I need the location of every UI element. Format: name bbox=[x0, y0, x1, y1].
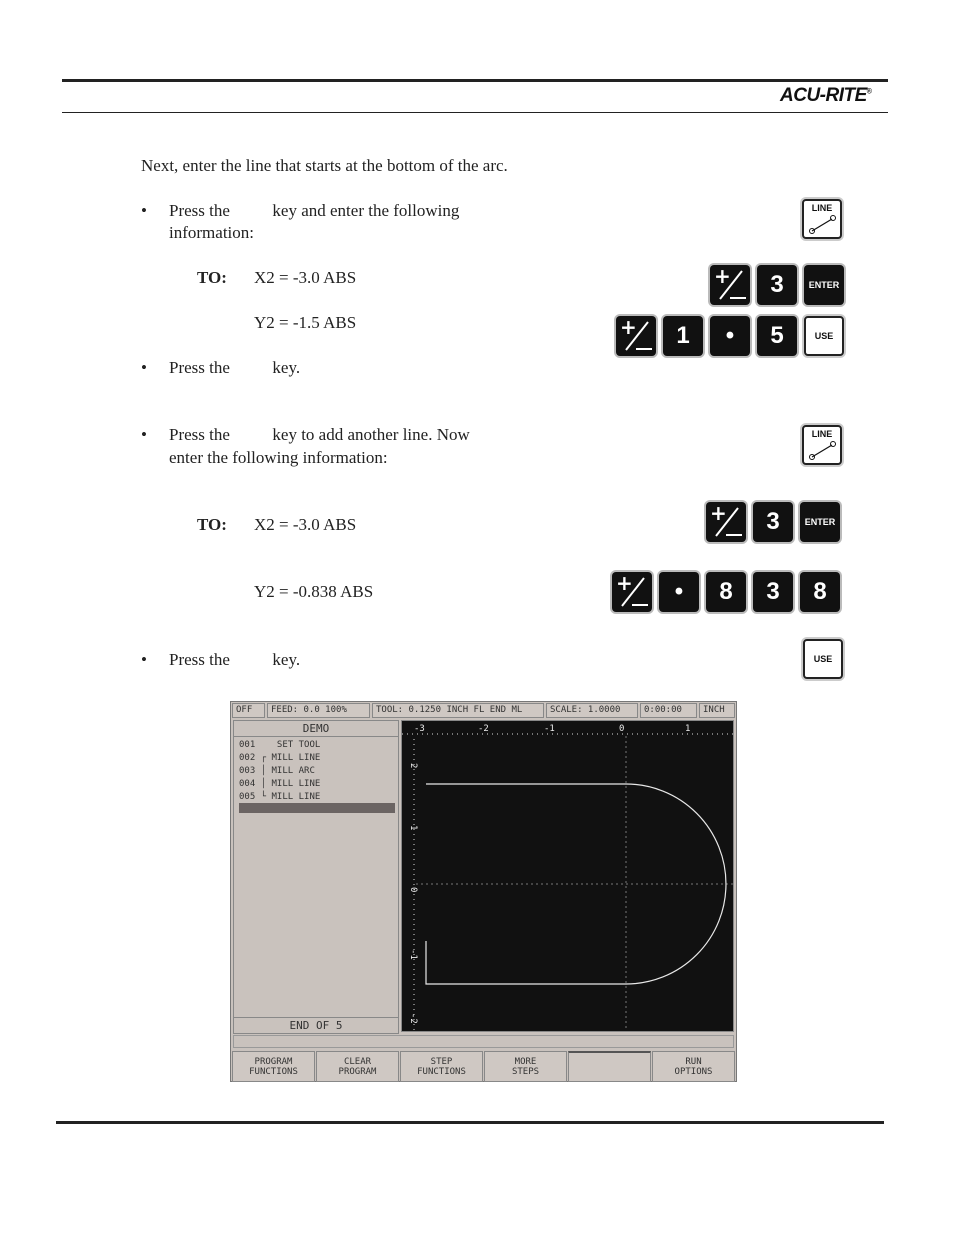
y-tick-label: -1 bbox=[408, 949, 418, 960]
status-feed: FEED: 0.0 100% bbox=[267, 703, 370, 718]
program-name: DEMO bbox=[234, 721, 398, 737]
svg-text:+: + bbox=[714, 265, 731, 288]
header-rule-thin bbox=[62, 112, 888, 113]
status-time: 0:00:00 bbox=[640, 703, 697, 718]
dro-screen bbox=[230, 701, 737, 1082]
enter-key: ENTER bbox=[804, 265, 844, 305]
digit-8-key: 8 bbox=[706, 572, 746, 612]
program-step[interactable]: 004 │ MILL LINE bbox=[239, 779, 321, 789]
x-tick-label: 0 bbox=[619, 724, 625, 734]
bullet: • bbox=[141, 425, 147, 444]
decimal-key: • bbox=[659, 572, 699, 612]
softkey-more-steps[interactable]: MORE STEPS bbox=[484, 1051, 567, 1082]
decimal-key: • bbox=[710, 316, 750, 356]
svg-text:+: + bbox=[620, 316, 637, 339]
status-units: INCH bbox=[699, 703, 735, 718]
plus-minus-icon bbox=[616, 316, 656, 356]
to-label: TO: bbox=[197, 268, 227, 287]
digit-3-key: 3 bbox=[753, 572, 793, 612]
y2-value: Y2 = -1.5 ABS bbox=[254, 313, 357, 332]
status-scale: SCALE: 1.0000 bbox=[546, 703, 638, 718]
step2-text: Press the key. bbox=[169, 358, 301, 377]
program-step[interactable]: 005 └ MILL LINE bbox=[239, 792, 321, 802]
x2-value: X2 = -3.0 ABS bbox=[254, 268, 357, 287]
y-tick-label: 1 bbox=[408, 825, 418, 831]
program-step[interactable]: 003 │ MILL ARC bbox=[239, 766, 315, 776]
y-tick-label: 0 bbox=[408, 887, 418, 893]
footer-rule bbox=[56, 1121, 884, 1124]
toolpath-plot bbox=[402, 721, 733, 1031]
status-mode: OFF bbox=[232, 703, 265, 718]
plus-minus-key bbox=[616, 316, 656, 356]
step4-text: Press the key. bbox=[169, 650, 301, 669]
program-step[interactable]: 002 ┌ MILL LINE bbox=[239, 753, 321, 763]
plus-minus-key bbox=[612, 572, 652, 612]
plus-minus-icon bbox=[710, 265, 750, 305]
plus-minus-icon bbox=[612, 572, 652, 612]
header-rule bbox=[62, 79, 888, 82]
end-of-program: END OF 5 bbox=[234, 1017, 398, 1033]
digit-5-key: 5 bbox=[757, 316, 797, 356]
toolpath bbox=[426, 784, 726, 984]
line-key: LINE bbox=[802, 425, 842, 465]
step1-text: Press the key and enter the following bbox=[169, 201, 460, 220]
bullet: • bbox=[141, 201, 147, 220]
x2-value: X2 = -3.0 ABS bbox=[254, 515, 357, 534]
digit-1-key: 1 bbox=[663, 316, 703, 356]
program-list bbox=[233, 720, 399, 1034]
digit-3-key: 3 bbox=[757, 265, 797, 305]
svg-text:+: + bbox=[710, 502, 727, 525]
digit-3-key: 3 bbox=[753, 502, 793, 542]
to-label: TO: bbox=[197, 515, 227, 534]
step1-text-2: information: bbox=[169, 223, 254, 242]
x-tick-label: -2 bbox=[478, 724, 489, 734]
plus-minus-key bbox=[710, 265, 750, 305]
softkey-step-functions[interactable]: STEP FUNCTIONS bbox=[400, 1051, 483, 1082]
x-tick-label: -1 bbox=[544, 724, 555, 734]
step3-text-2: enter the following information: bbox=[169, 448, 388, 467]
status-tool: TOOL: 0.1250 INCH FL END ML bbox=[372, 703, 544, 718]
svg-text:+: + bbox=[616, 572, 633, 595]
toolpath-graph bbox=[401, 720, 734, 1032]
step3-text: Press the key to add another line. Now bbox=[169, 425, 470, 444]
acu-rite-logo: ACU-RITE® bbox=[780, 85, 872, 106]
line-icon bbox=[804, 427, 840, 463]
bullet: • bbox=[141, 358, 147, 377]
enter-key: ENTER bbox=[800, 502, 840, 542]
line-icon bbox=[804, 201, 840, 237]
intro-text: Next, enter the line that starts at the bottom of the arc. bbox=[141, 156, 508, 175]
plus-minus-key bbox=[706, 502, 746, 542]
use-key: USE bbox=[804, 316, 844, 356]
softkey-clear-program[interactable]: CLEAR PROGRAM bbox=[316, 1051, 399, 1082]
program-step[interactable]: 001 SET TOOL bbox=[239, 740, 321, 750]
softkey-program-functions[interactable]: PROGRAM FUNCTIONS bbox=[232, 1051, 315, 1082]
y-tick-label: 2 bbox=[408, 763, 418, 769]
softkey-run-options[interactable]: RUN OPTIONS bbox=[652, 1051, 735, 1082]
y-tick-label: -2 bbox=[408, 1013, 418, 1024]
use-key: USE bbox=[803, 639, 843, 679]
message-bar bbox=[233, 1035, 734, 1048]
x-tick-label: -3 bbox=[414, 724, 425, 734]
line-key: LINE bbox=[802, 199, 842, 239]
plus-minus-icon bbox=[706, 502, 746, 542]
x-tick-label: 1 bbox=[685, 724, 691, 734]
digit-8-key: 8 bbox=[800, 572, 840, 612]
cursor-highlight[interactable] bbox=[239, 803, 395, 813]
y2-value: Y2 = -0.838 ABS bbox=[254, 582, 374, 601]
softkey-blank[interactable] bbox=[568, 1051, 651, 1082]
bullet: • bbox=[141, 650, 147, 669]
